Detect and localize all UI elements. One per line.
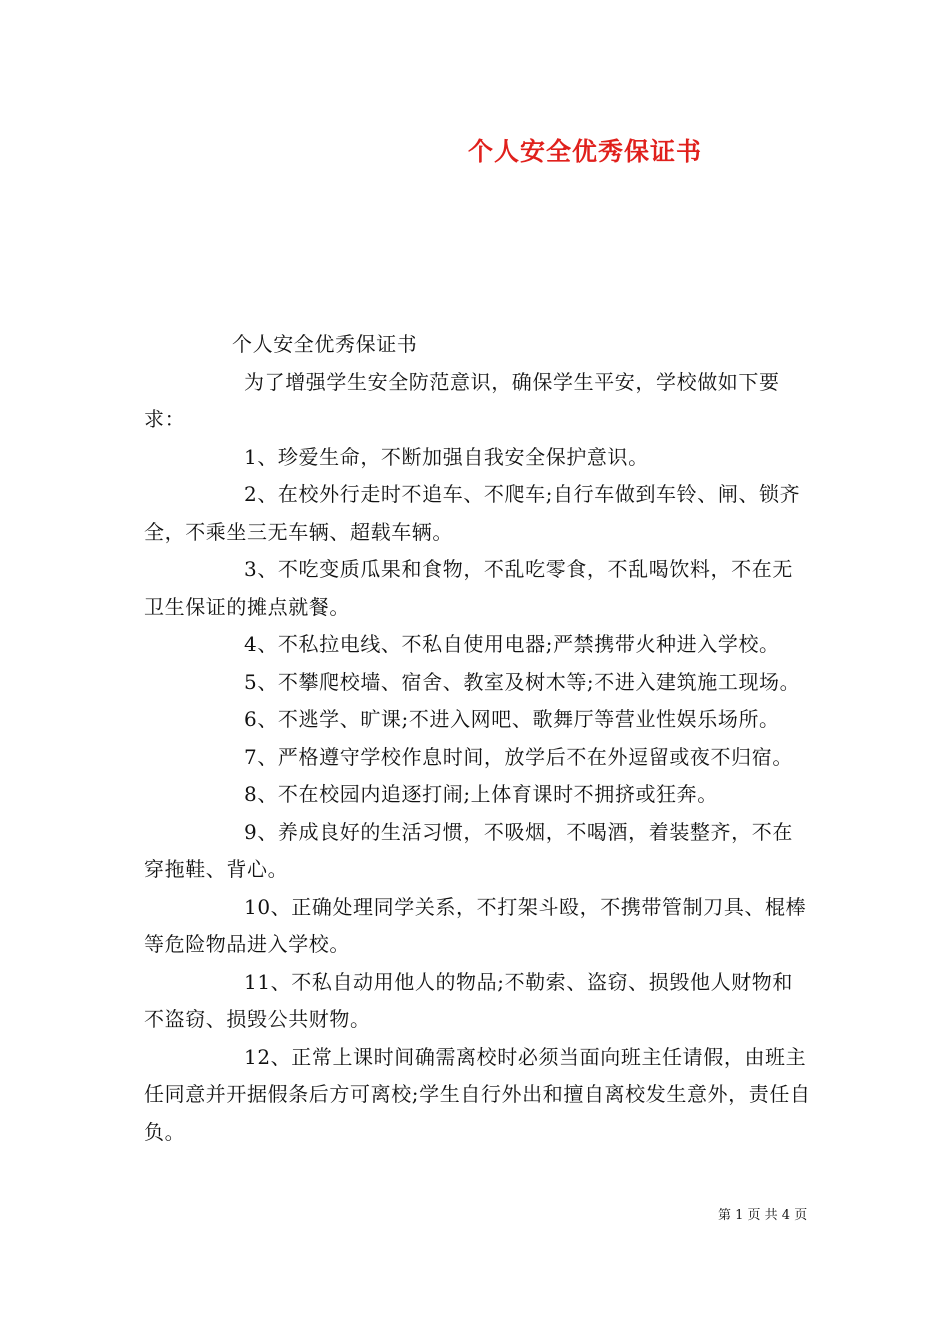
rule-item-1: 1、珍爱生命，不断加强自我安全保护意识。 [244,444,649,469]
rule-item-10: 10、正确处理同学关系，不打架斗殴，不携带管制刀具、棍棒等危险物品进入学校。 [144,894,807,956]
paragraph-intro: 为了增强学生安全防范意识，确保学生平安，学校做如下要求： [144,369,780,431]
rule-item-8: 8、不在校园内追逐打闹;上体育课时不拥挤或狂奔。 [244,782,718,806]
rule-item-4: 4、不私拉电线、不私自使用电器;严禁携带火种进入学校。 [244,632,780,656]
rule-item-5: 5、不攀爬校墙、宿舍、教室及树木等;不进入建筑施工现场。 [244,669,801,694]
document-subtitle: 个人安全优秀保证书 [232,332,418,356]
rule-item-11: 11、不私自动用他人的物品;不勒索、盗窃、损毁他人财物和不盗窃、损毁公共财物。 [144,969,793,1031]
rule-item-12: 12、正常上课时间确需离校时必须当面向班主任请假，由班主任同意并开据假条后方可离校;学生自行外出和擅自离校发生意外，责任自负。 [144,1044,811,1144]
page-number-footer: 第 1 页 共 4 页 [718,1208,808,1223]
document-body [144,326,812,1151]
rule-item-9: 9、养成良好的生活习惯，不吸烟，不喝酒，着装整齐，不在穿拖鞋、背心。 [144,819,793,881]
document-title: 个人安全优秀保证书 [468,137,703,166]
rule-item-2: 2、在校外行走时不追车、不爬车;自行车做到车铃、闸、锁齐全，不乘坐三无车辆、超载车辆。 [144,482,801,544]
rule-item-6: 6、不逃学、旷课;不进入网吧、歌舞厅等营业性娱乐场所。 [244,707,780,731]
rule-item-3: 3、不吃变质瓜果和食物，不乱吃零食，不乱喝饮料，不在无卫生保证的摊点就餐。 [144,557,793,619]
rule-item-7: 7、严格遵守学校作息时间，放学后不在外逗留或夜不归宿。 [244,744,793,769]
